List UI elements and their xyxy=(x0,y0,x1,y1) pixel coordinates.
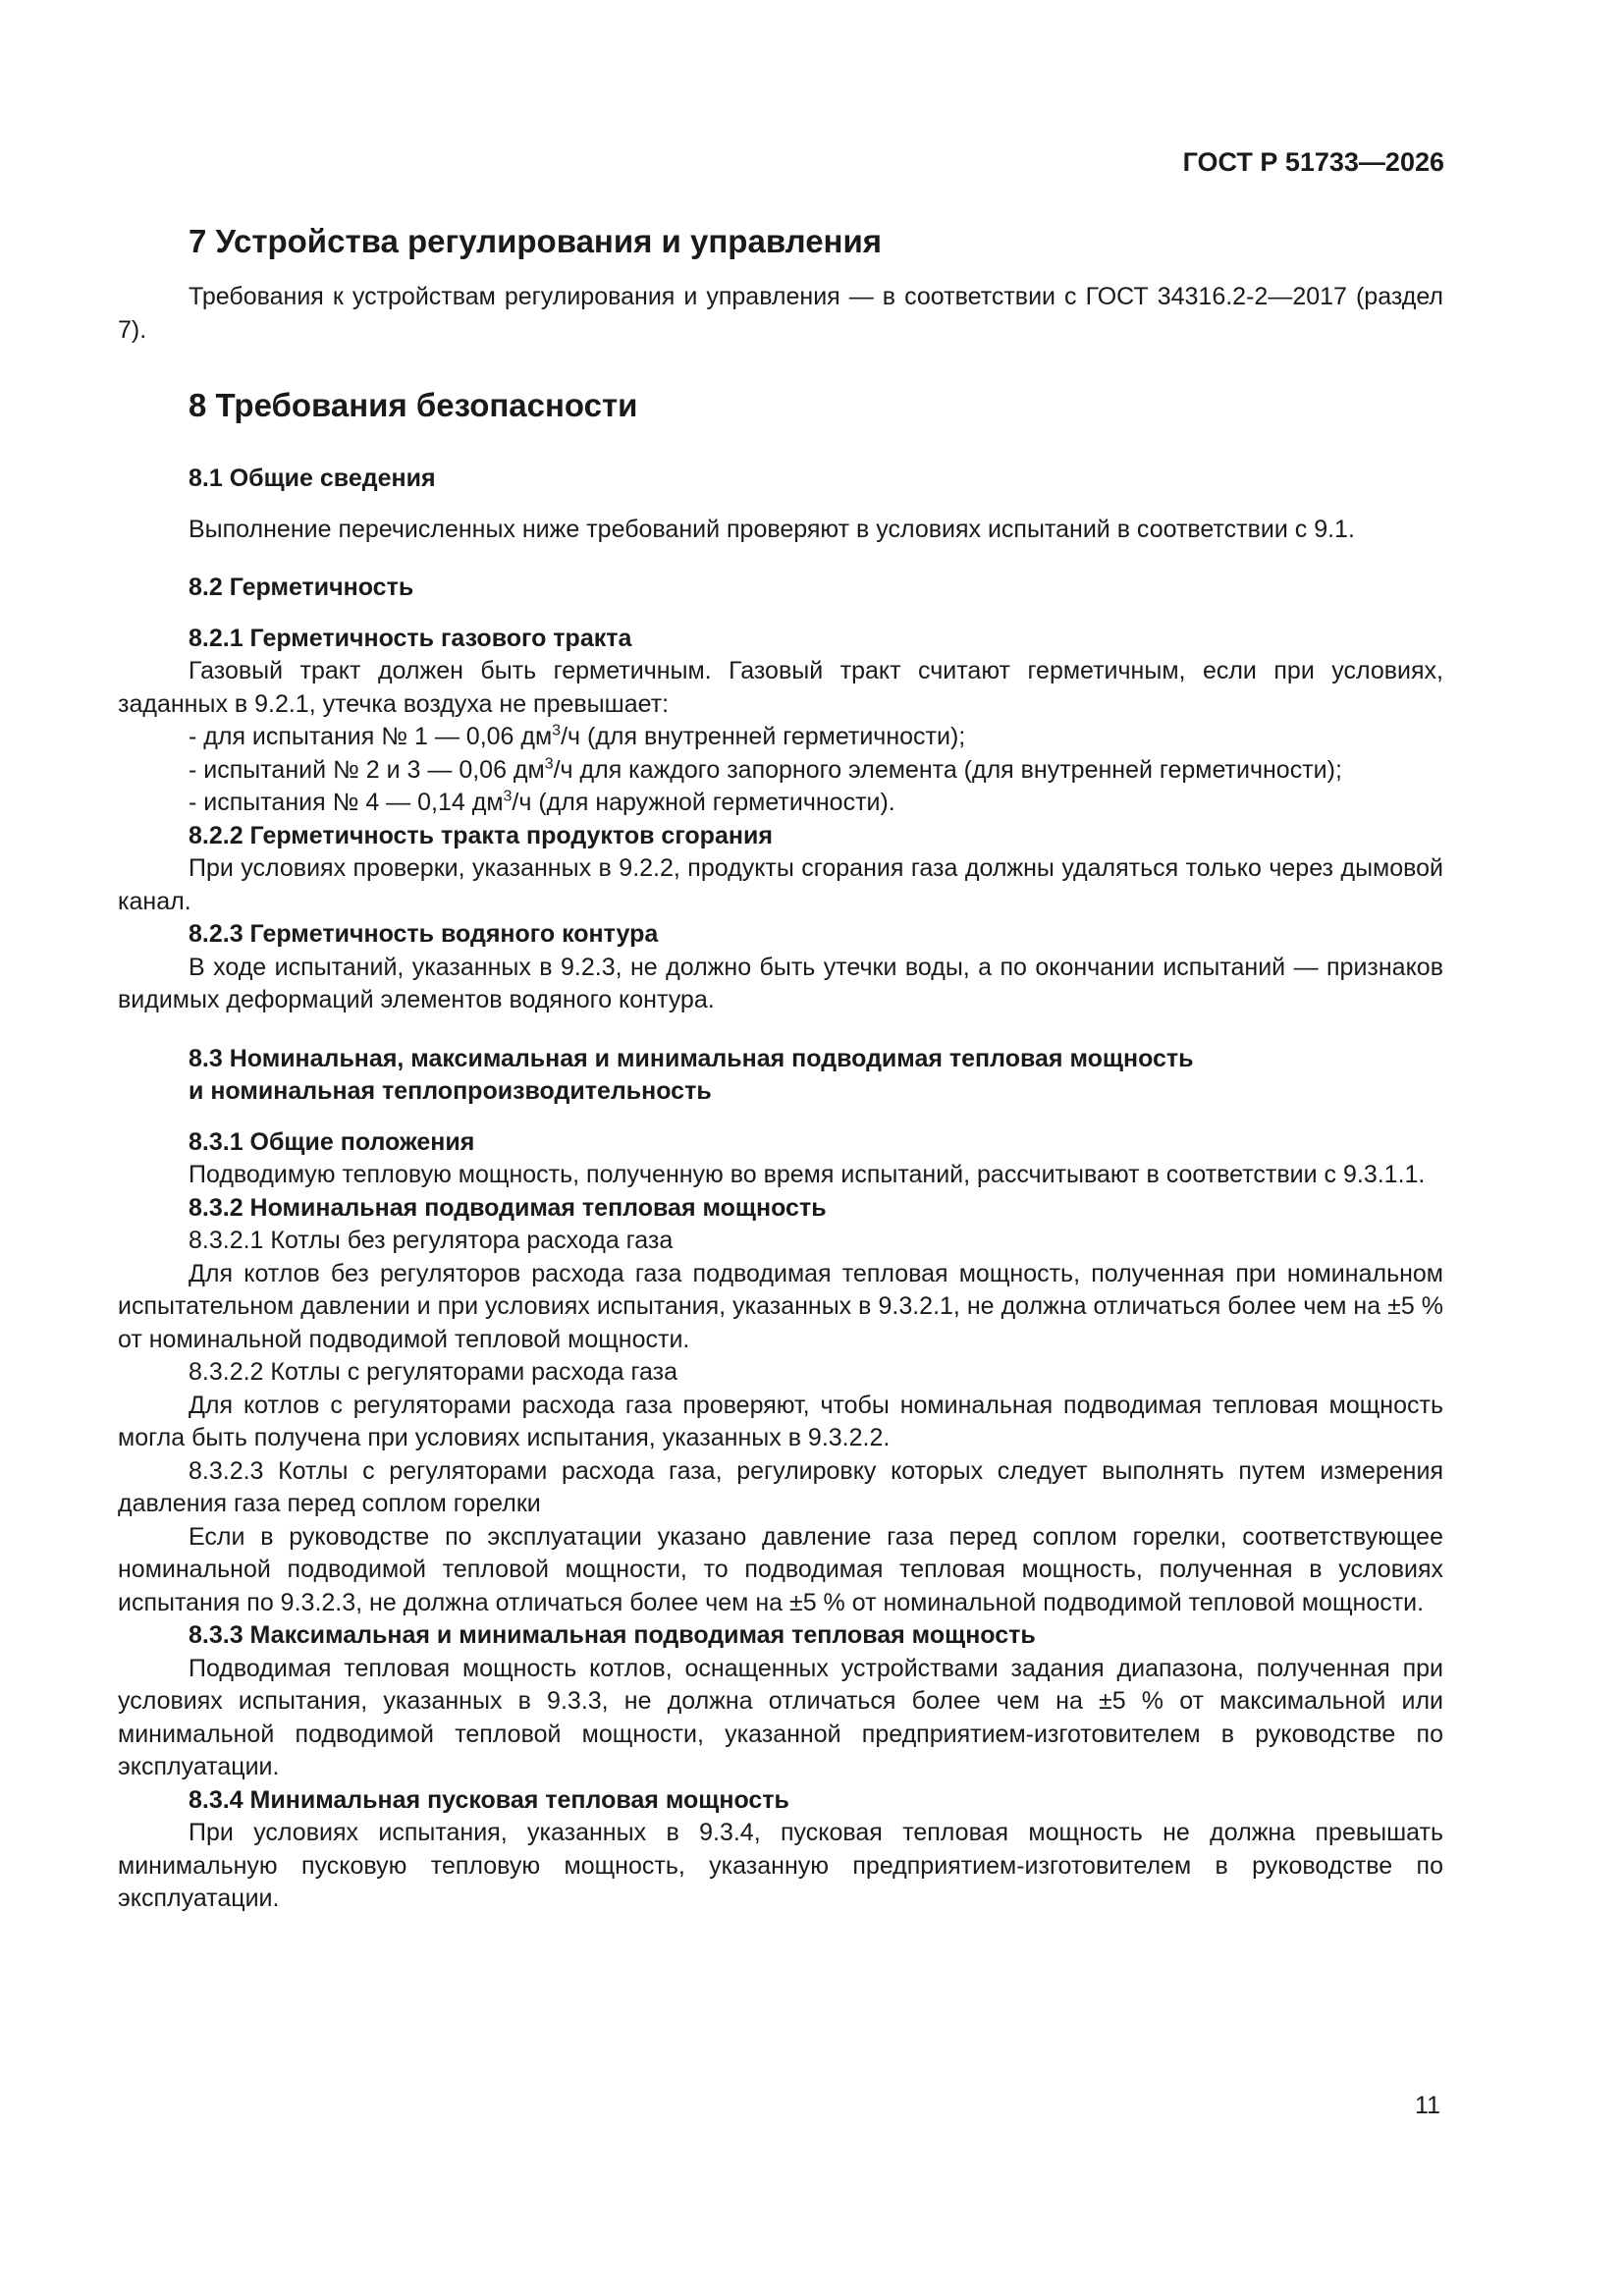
section-8-3-4-heading: 8.3.4 Минимальная пусковая тепловая мощность xyxy=(189,1785,789,1814)
section-8-2-heading: 8.2 Герметичность xyxy=(189,574,414,601)
section-8-3-2-2-text: Для котлов с регуляторами расхода газа проверяют, чтобы номинальная подводимая тепловая мощность могла быть получена при условиях испытания, указанных в 9.3.2.2. xyxy=(118,1391,1443,1451)
list-item-test-4: - испытания № 4 — 0,14 $дм^3/ч$ (для наружной герметичности). xyxy=(189,788,895,816)
section-8-3-4-text: При условиях испытания, указанных в 9.3.4, пусковая тепловая мощность не должна превышать минимальную пусковую тепловую мощность, указанную предприятием-изготовителем в руководстве по эксплуатации. xyxy=(118,1819,1443,1912)
section-8-2-3-heading: 8.2.3 Герметичность водяного контура xyxy=(189,920,659,948)
section-8-3-heading-line2: и номинальная теплопроизводительность xyxy=(189,1077,712,1105)
section-8-3-1-text: Подводимую тепловую мощность, полученную во время испытаний, рассчитывают в соответствии с 9.3.1.1. xyxy=(189,1161,1426,1188)
standard-header: ГОСТ Р 51733—2026 xyxy=(1182,147,1444,177)
section-7-text: Требования к устройствам регулирования и управления — в соответствии с ГОСТ 34316.2-2—2017 (раздел 7). xyxy=(118,283,1443,344)
section-8-2-2-heading: 8.2.2 Герметичность тракта продуктов сгорания xyxy=(189,821,773,849)
section-8-3-2-2-heading: 8.3.2.2 Котлы с регуляторами расхода газа xyxy=(189,1358,678,1386)
section-7-heading: 7 Устройства регулирования и управления xyxy=(189,223,883,259)
section-8-1-heading: 8.1 Общие сведения xyxy=(189,465,436,492)
section-8-3-3-heading: 8.3.3 Максимальная и минимальная подводимая тепловая мощность xyxy=(189,1621,1036,1649)
section-8-1-text: Выполнение перечисленных ниже требований проверяют в условиях испытаний в соответствии с 9.1. xyxy=(189,515,1355,543)
page-number: 11 xyxy=(1415,2092,1440,2119)
section-8-3-2-3-text: Если в руководстве по эксплуатации указано давление газа перед соплом горелки, соответствующее номинальной подводимой тепловой мощности, то подводимая тепловая мощность, полученная в условиях испытания по 9.3.2.3, не должна отличаться более чем на ±5 % от номинальной подводимой тепловой мощности. xyxy=(118,1522,1443,1616)
section-8-3-1-heading: 8.3.1 Общие положения xyxy=(189,1127,475,1156)
section-8-3-3-text: Подводимая тепловая мощность котлов, оснащенных устройствами задания диапазона, полученная при условиях испытания, указанных в 9.3.3, не должна отличаться более чем на ±5 % от максимальной или минимальной подводимой тепловой мощности, указанной предприятием-изготовителем в руководстве по эксплуатации. xyxy=(118,1654,1443,1780)
section-8-3-2-1-text: Для котлов без регуляторов расхода газа подводимая тепловая мощность, полученная при номинальном испытательном давлении и при условиях испытания, указанных в 9.3.2.1, не должна отличаться более чем на ±5 % от номинальной подводимой тепловой мощности. xyxy=(118,1259,1443,1353)
section-8-3-2-heading: 8.3.2 Номинальная подводимая тепловая мощность xyxy=(189,1193,827,1222)
list-item-test-2-3: - испытаний № 2 и 3 — 0,06 $дм^3/ч$ для каждого запорного элемента (для внутренней герметичности); xyxy=(189,755,1342,784)
section-8-heading: 8 Требования безопасности xyxy=(189,387,638,423)
section-8-3-2-3-heading: 8.3.2.3 Котлы с регуляторами расхода газа, регулировку которых следует выполнять путем измерения давления газа перед соплом горелки xyxy=(118,1456,1443,1517)
page-content xyxy=(118,222,1443,1916)
section-8-3-2-1-heading: 8.3.2.1 Котлы без регулятора расхода газа xyxy=(189,1227,674,1254)
section-8-3-heading-line1: 8.3 Номинальная, максимальная и минимальная подводимая тепловая мощность xyxy=(189,1044,1194,1072)
list-item-test-1: - для испытания № 1 — 0,06 $дм^3/ч$ (для внутренней герметичности); xyxy=(189,722,966,750)
section-8-2-2-text: При условиях проверки, указанных в 9.2.2, продукты сгорания газа должны удаляться только через дымовой канал. xyxy=(118,854,1443,915)
section-8-2-1-heading: 8.2.1 Герметичность газового тракта xyxy=(189,624,632,652)
section-8-2-3-text: В ходе испытаний, указанных в 9.2.3, не должно быть утечки воды, а по окончании испытаний — признаков видимых деформаций элементов водяного контура. xyxy=(118,953,1443,1013)
section-8-2-1-text: Газовый тракт должен быть герметичным. Газовый тракт считают герметичным, если при условиях, заданных в 9.2.1, утечка воздуха не превышает: xyxy=(118,657,1443,718)
